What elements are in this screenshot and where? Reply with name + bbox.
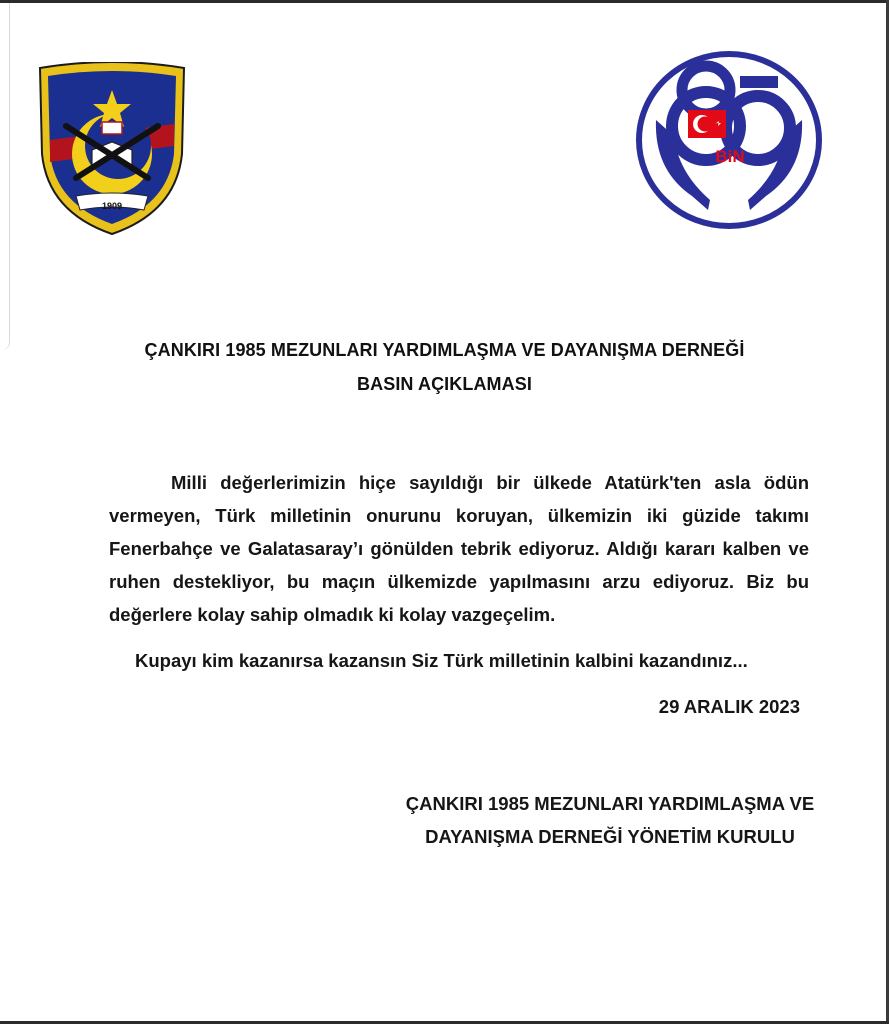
85-bin-hands-icon <box>634 50 824 230</box>
school-crest-icon <box>36 62 188 238</box>
frame-top <box>0 0 889 3</box>
document-title: ÇANKIRI 1985 MEZUNLARI YARDIMLAŞMA VE DAYANIŞMA DERNEĞİ <box>144 340 745 360</box>
document-date: 29 ARALIK 2023 <box>658 696 800 717</box>
crest-year: 1909 <box>101 201 123 211</box>
screen-edge <box>0 0 10 350</box>
closing-sentence: Kupayı kim kazanırsa kazansın Siz Türk milletinin kalbini kazandınız... <box>135 650 748 671</box>
signature-line-1: ÇANKIRI 1985 MEZUNLARI YARDIMLAŞMA VE <box>405 793 815 814</box>
document-subtitle: BASIN AÇIKLAMASI <box>357 374 532 394</box>
signature-line-2: DAYANIŞMA DERNEĞİ YÖNETİM KURULU <box>425 826 795 847</box>
body-paragraph: Milli değerlerimizin hiçe sayıldığı bir ülkede Atatürk'ten asla ödün vermeyen, Türk milletinin onurunu koruyan, ülkemizin iki güzide takımı Fenerbahçe ve Galatasaray’ı gönülden tebrik ediyoruz. Aldığı kararı kalben ve ruhen destekliyor, bu maçın ülkemizde yapılmasını arzu ediyoruz. Biz bu değerlere kolay sahip olmadık ki kolay vazgeçelim. <box>109 472 809 625</box>
logo-label-bin: BiN <box>715 147 745 166</box>
